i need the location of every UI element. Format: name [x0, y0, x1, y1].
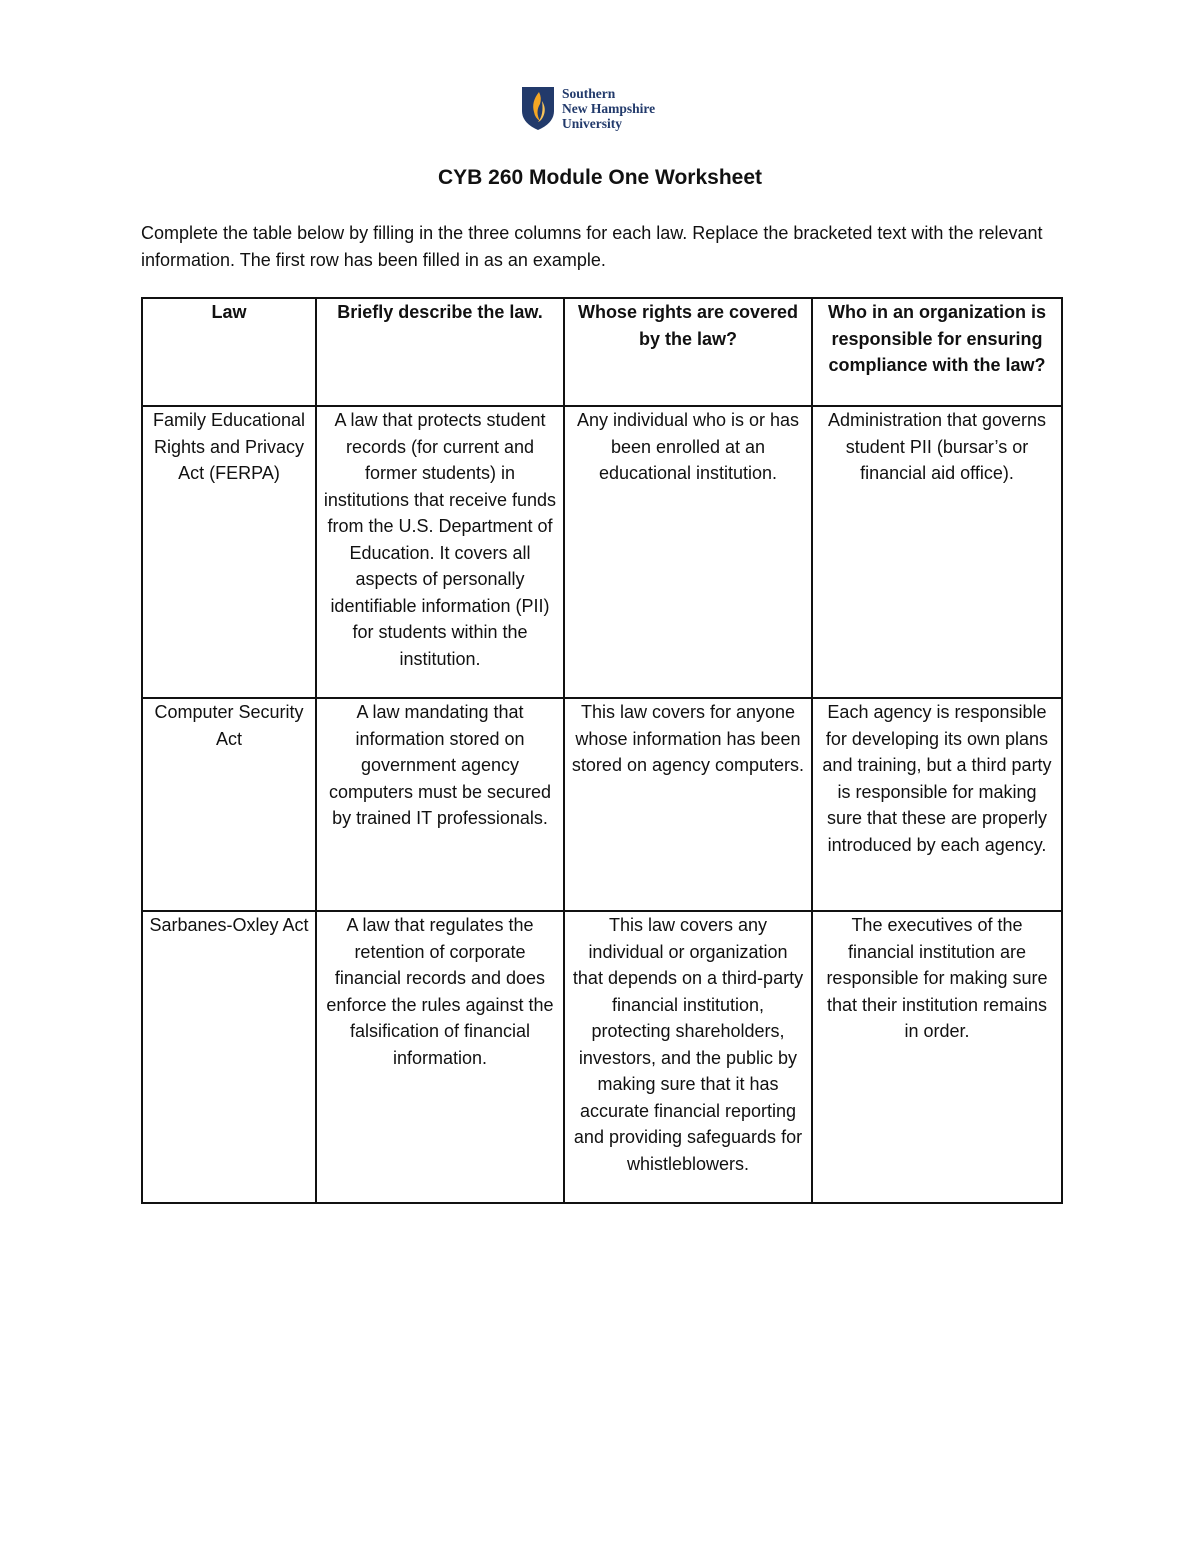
instructions: [141, 220, 1061, 274]
page-title: CYB 260 Module One Worksheet: [437, 166, 763, 189]
laws-table: [141, 297, 1063, 1204]
header-law: Law: [142, 298, 316, 406]
table-header-row: [142, 298, 1062, 406]
cell-rights: This law covers any individual or organization that depends on a third-party financial institution, protecting shareholders, investors, and the public by making sure that it has accurate financial reporting and providing safeguards for whistleblowers.: [564, 911, 812, 1203]
header-responsible: Who in an organization is responsible for ensuring compliance with the law?: [812, 298, 1062, 406]
cell-description: A law that regulates the retention of corporate financial records and does enforce the rules against the falsification of financial information.: [316, 911, 564, 1203]
cell-responsible: Each agency is responsible for developing its own plans and training, but a third party is responsible for making sure that these are properly introduced by each agency.: [812, 698, 1062, 911]
cell-law: Family Educational Rights and Privacy Act (FERPA): [142, 406, 316, 698]
cell-law: Sarbanes-Oxley Act: [142, 911, 316, 1203]
university-logo: [521, 84, 655, 132]
logo-line-3: University: [562, 115, 622, 131]
logo-wordmark: [562, 86, 655, 131]
table-row: [142, 406, 1062, 698]
header-rights: Whose rights are covered by the law?: [564, 298, 812, 406]
cell-law: Computer Security Act: [142, 698, 316, 911]
header-description: Briefly describe the law.: [316, 298, 564, 406]
cell-description: A law that protects student records (for current and former students) in institutions that receive funds from the U.S. Department of Education. It covers all aspects of personally identifiable information (PII) for students within the institution.: [316, 406, 564, 698]
cell-description: A law mandating that information stored on government agency computers must be secured by trained IT professionals.: [316, 698, 564, 911]
instructions-text: Complete the table below by filling in the three columns for each law. Replace the bracketed text with the relevant information. The first row has been filled in as an example.: [141, 223, 1043, 270]
cell-responsible: Administration that governs student PII (bursar’s or financial aid office).: [812, 406, 1062, 698]
table-row: [142, 911, 1062, 1203]
cell-responsible: The executives of the financial institution are responsible for making sure that their institution remains in order.: [812, 911, 1062, 1203]
table-row: [142, 698, 1062, 911]
shield-flame-icon: [521, 85, 555, 131]
logo-line-1: Southern: [562, 85, 616, 101]
logo-line-2: New Hampshire: [562, 100, 656, 116]
cell-rights: This law covers for anyone whose information has been stored on agency computers.: [564, 698, 812, 911]
cell-rights: Any individual who is or has been enrolled at an educational institution.: [564, 406, 812, 698]
